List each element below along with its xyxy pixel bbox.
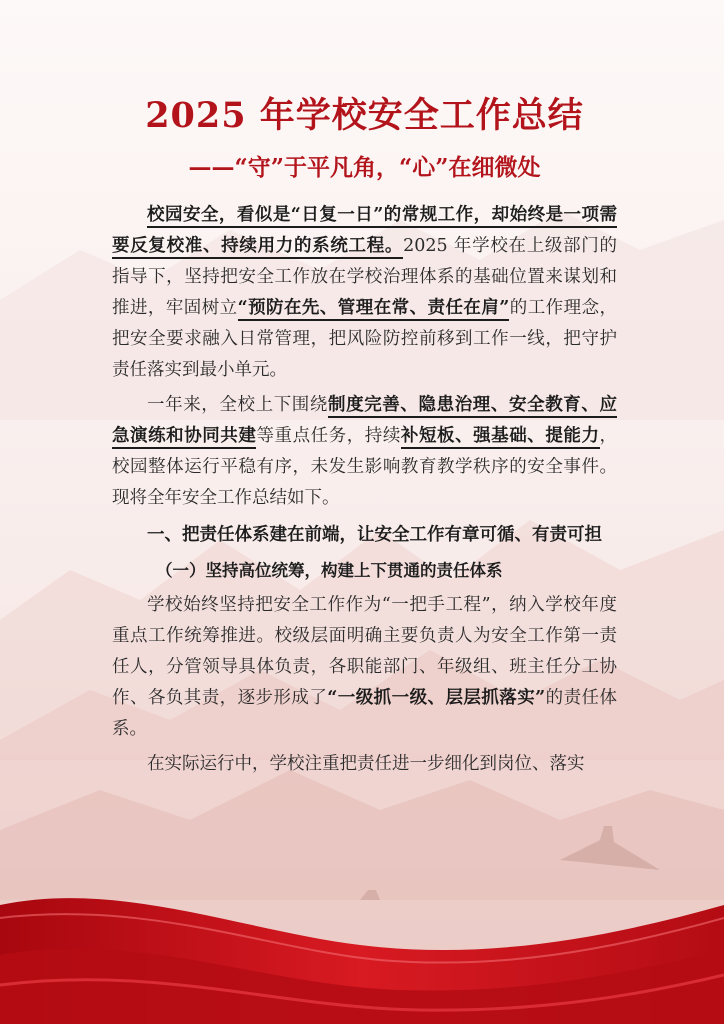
bold-phrase: “一级抓一级、层层抓落实” xyxy=(327,688,546,708)
paragraph-practice: 在实际运行中，学校注重把责任进一步细化到岗位、落实 xyxy=(147,754,585,774)
text-span: 等重点任务，持续 xyxy=(256,426,401,446)
text-span: 2025 年学校在上级部门的指导下，坚持把安全工作放在学校治理体系的基础位置来谋划和推进，牢固树立 xyxy=(112,236,617,318)
text-span: 的责任体系。 xyxy=(112,688,617,739)
section-heading: 一、把责任体系建在前端，让安全工作有章可循、有责可担 xyxy=(147,525,602,545)
document-body xyxy=(112,88,617,780)
underlined-phrase: 制度完善、隐患治理、安全教育、应急演练和协同共建 xyxy=(112,395,617,449)
text-span: ，校园整体运行平稳有序，未发生影响教育教学秩序的安全事件。现将全年安全工作总结如下。 xyxy=(112,426,618,508)
document-subtitle: ——“守”于平凡角，“心”在细微处 xyxy=(188,154,541,181)
subsection-heading: （一）坚持高位统筹，构建上下贯通的责任体系 xyxy=(156,561,503,580)
paragraph-intro xyxy=(112,200,617,386)
text-span: 一年来，全校上下围绕 xyxy=(147,395,328,415)
underlined-phrase: 校园安全，看似是“日复一日”的常规工作，却始终是一项需要反复校准、持续用力的系统工程。 xyxy=(112,205,617,259)
paragraph-overview xyxy=(112,390,617,514)
underlined-phrase: “预防在先、管理在常、责任在肩” xyxy=(238,298,510,321)
document-title: 2025 年学校安全工作总结 xyxy=(145,95,584,136)
text-span: 学校始终坚持把安全工作作为“一把手工程”，纳入学校年度重点工作统筹推进。校级层面明确主要负责人为安全工作第一责任人，分管领导具体负责，各职能部门、年级组、班主任分工协作、各负其责，逐步形成了 xyxy=(112,595,617,708)
underlined-phrase: 补短板、强基础、提能力 xyxy=(401,426,600,449)
paragraph-responsibility xyxy=(112,590,617,745)
text-span: 的工作理念，把安全要求融入日常管理，把风险防控前移到工作一线，把守护责任落实到最小单元。 xyxy=(112,298,618,380)
